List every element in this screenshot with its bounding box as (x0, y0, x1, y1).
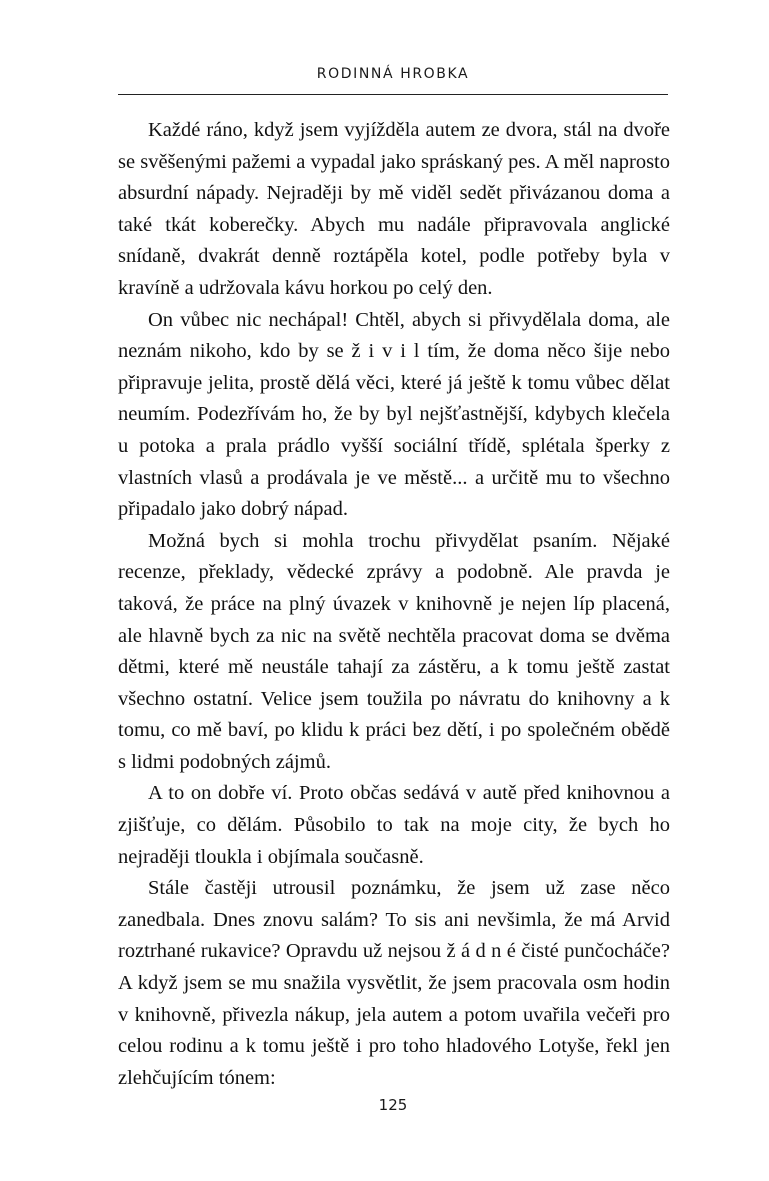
paragraph: On vůbec nic nechápal! Chtěl, abych si přivydělala doma, ale neznám nikoho, kdo by se ž i v i l tím, že doma něco šije nebo připravuje jelita, prostě dělá věci, které já ještě k tomu vůbec dělat neumím. Podezřívám ho, že by byl nejšťastnější, kdybych klečela u potoka a prala prádlo vyšší sociální třídě, splétala šperky z vlastních vlasů a prodávala je ve městě... a určitě mu to všechno připadalo jako dobrý nápad. (118, 308, 670, 521)
header-rule (118, 94, 668, 95)
paragraph: A to on dobře ví. Proto občas sedává v autě před knihovnou a zjišťuje, co dělám. Působilo to tak na moje city, že bych ho nejraději tloukla i objímala současně. (118, 782, 670, 868)
paragraph: Možná bych si mohla trochu přivydělat psaním. Nějaké recenze, překlady, vědecké zprávy a podobně. Ale pravda je taková, že práce na plný úvazek v knihovně je nejen líp placená, ale hlavně bych za nic na světě nechtěla pracovat doma se dvěma dětmi, které mě neustále tahají za zástěru, a k tomu ještě zastat všechno ostatní. Velice jsem toužila po návratu do knihovny a k tomu, co mě baví, po klidu k práci bez dětí, i po společném obědě s lidmi podobných zájmů. (118, 529, 670, 773)
paragraph: Stále častěji utrousil poznámku, že jsem už zase něco zanedbala. Dnes znovu salám? To sis ani nevšimla, že má Arvid roztrhané rukavice? Opravdu už nejsou ž á d n é čisté punčocháče? A když jsem se mu snažila vysvětlit, že jsem pracovala osm hodin v knihovně, přivezla nákup, jela autem a potom uvařila večeři pro celou rodinu a k tomu ještě i pro toho hladového Lotyše, řekl jen zlehčujícím tónem: (118, 877, 670, 1089)
body-text (118, 115, 670, 1094)
paragraph: Každé ráno, když jsem vyjížděla autem ze dvora, stál na dvoře se svěšenými pažemi a vypadal jako spráskaný pes. A měl naprosto absurdní nápady. Nejraději by mě viděl sedět přivázanou doma a také tkát koberečky. Abych mu nadále připravovala anglické snídaně, dvakrát denně roztápěla kotel, podle potřeby byla v kravíně a udržovala kávu horkou po celý den. (118, 119, 670, 299)
page-number: 125 (378, 1096, 408, 1114)
running-head: RODINNÁ HROBKA (316, 66, 470, 82)
